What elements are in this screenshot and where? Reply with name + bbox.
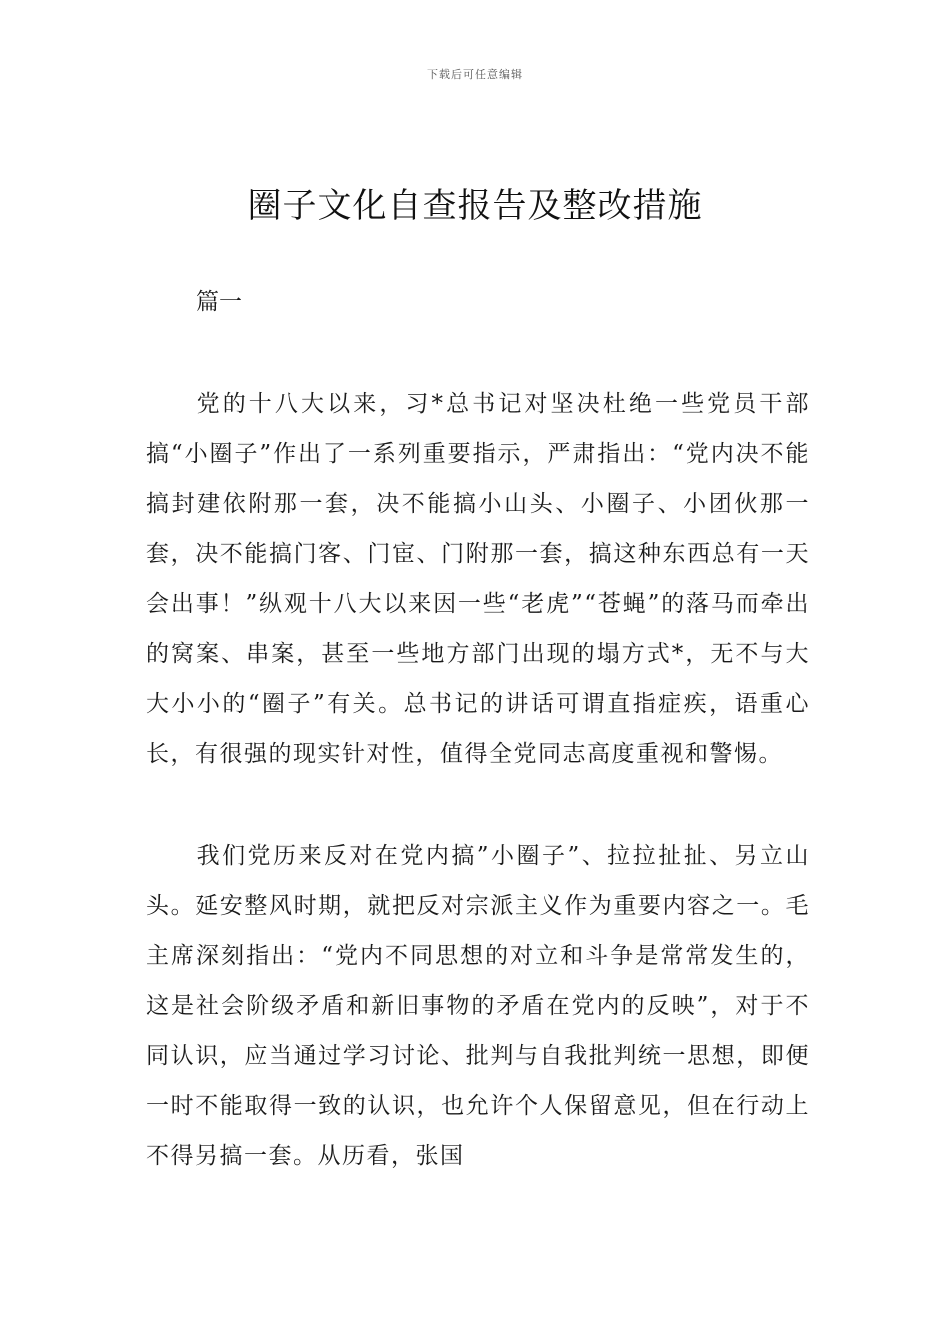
- paragraph-1: 党的十八大以来，习*总书记对坚决杜绝一些党员干部搞“小圈子”作出了一系列重要指示，严肃指出：“党内决不能搞封建依附那一套，决不能搞小山头、小圈子、小团伙那一套，决不能搞门客、门宦、门附那一套，搞这种东西总有一天会出事！”纵观十八大以来因一些“老虎”“苍蝇”的落马而牵出的窝案、串案，甚至一些地方部门出现的塌方式*，无不与大大小小的“圈子”有关。总书记的讲话可谓直指症疾，语重心长，有很强的现实针对性，值得全党同志高度重视和警惕。: [146, 391, 810, 767]
- paragraph-2: 我们党历来反对在党内搞”小圈子”、拉拉扯扯、另立山头。延安整风时期，就把反对宗派主义作为重要内容之一。毛主席深刻指出：“党内不同思想的对立和斗争是常常发生的，这是社会阶级矛盾和新旧事物的矛盾在党内的反映”，对于不同认识，应当通过学习讨论、批判与自我批判统一思想，即便一时不能取得一致的认识，也允许个人保留意见，但在行动上不得另搞一套。从历看，张国: [146, 843, 810, 1169]
- header-note: 下载后可任意编辑: [427, 68, 523, 81]
- section-label: 篇一: [196, 289, 242, 315]
- document-body: [146, 379, 810, 1181]
- document-title: 圈子文化自查报告及整改措施: [247, 186, 703, 226]
